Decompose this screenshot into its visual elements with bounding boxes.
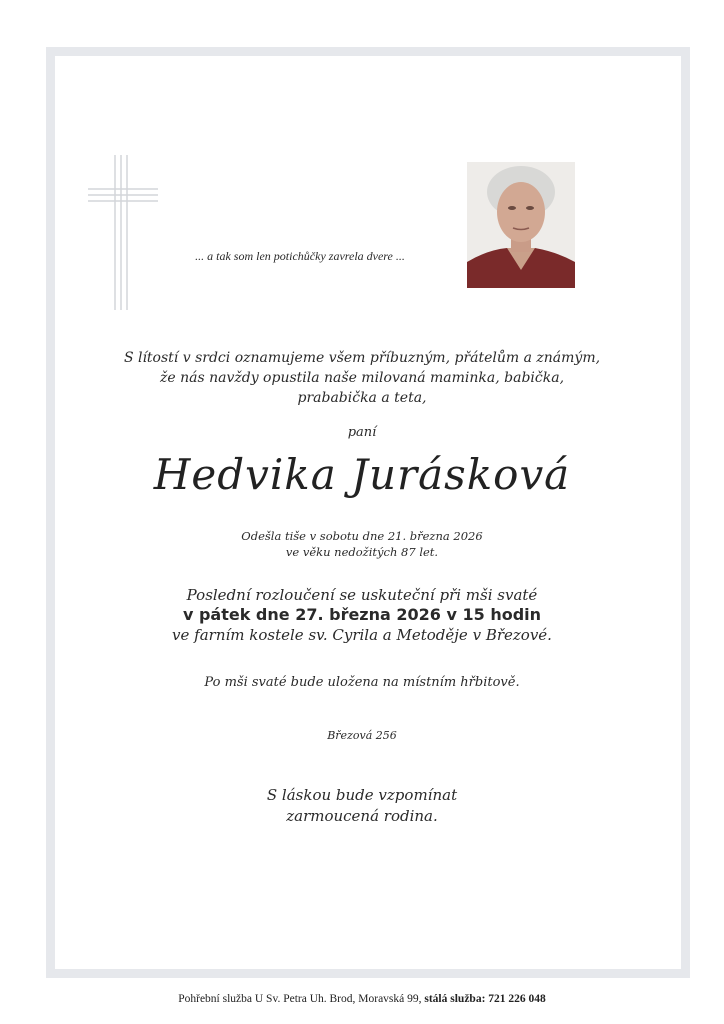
funeral-line: Poslední rozloučení se uskuteční při mši svaté — [186, 586, 538, 604]
funeral-info — [0, 585, 724, 645]
age: ve věku nedožitých 87 let. — [285, 545, 439, 559]
closing-line: S láskou bude vzpomínat — [266, 786, 458, 804]
death-date: Odešla tiše v sobotu dne 21. března 2026 — [241, 529, 483, 543]
announcement-line: že nás navždy opustila naše milovaná maminka, babička, — [159, 370, 565, 386]
deceased-name: Hedvika Jurásková — [153, 450, 571, 499]
burial-info: Po mši svaté bude uložena na místním hřbitově. — [204, 675, 520, 690]
closing — [0, 785, 724, 827]
portrait-photo — [467, 162, 575, 288]
address: Březová 256 — [327, 729, 397, 742]
announcement-text — [0, 348, 724, 408]
cross-icon — [88, 155, 158, 310]
death-info — [0, 528, 724, 560]
footer-phone: stálá služba: 721 226 048 — [424, 993, 546, 1005]
announcement-line: S lítostí v srdci oznamujeme všem příbuzným, přátelům a známým, — [123, 350, 601, 366]
footer-text: Pohřební služba U Sv. Petra Uh. Brod, Moravská 99, — [178, 993, 425, 1005]
announcement-line: prababička a teta, — [297, 390, 427, 406]
footer — [0, 993, 724, 1005]
closing-line: zarmoucená rodina. — [286, 807, 438, 825]
motto: ... a tak som len potichůčky zavrela dvere ... — [195, 249, 405, 263]
funeral-place: ve farním kostele sv. Cyrila a Metoděje v Březové. — [172, 626, 552, 644]
funeral-datetime: v pátek dne 27. března 2026 v 15 hodin — [182, 605, 542, 624]
salutation: paní — [347, 425, 377, 440]
